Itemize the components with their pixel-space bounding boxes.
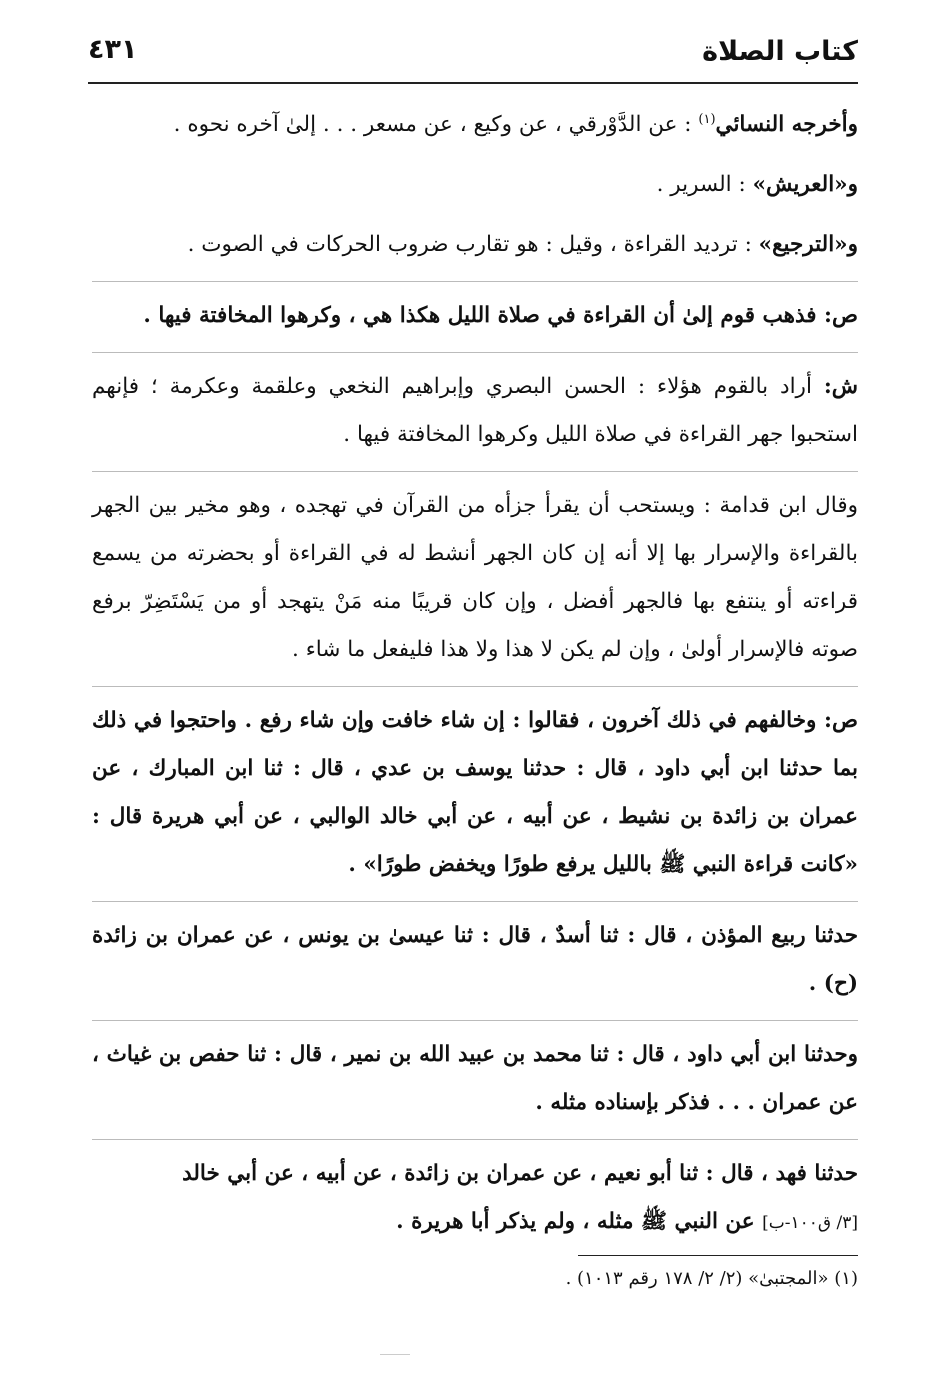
divider — [92, 686, 858, 687]
paragraph-hadith-2 — [92, 912, 858, 1008]
paragraph-lead: ش: — [823, 374, 858, 400]
paragraph-text: وقال ابن قدامة : ويستحب أن يقرأ جزأه من القرآن في تهجده ، وهو مخير بين الجهر بالقراءة والإسرار بها إلا أنه إن كان الجهر أنشط له في القراءة أو بحضرته من يسمع قراءته أو ينتفع بها فالجهر أفضل ، وإن كان قريبًا منه مَنْ يتهجد أو من يَسْتَضِرّ برفع صوته فالإسرار أولىٰ ، وإن لم يكن لا هذا ولا هذا فليفعل ما شاء . — [92, 493, 858, 663]
main-text — [92, 96, 858, 1259]
paragraph-lead: ص: فذهب قوم إلىٰ أن القراءة في صلاة الليل هكذا هي ، وكرهوا المخافتة فيها . — [143, 303, 858, 329]
paragraph-hadith-3 — [92, 1031, 858, 1127]
paragraph-lead: عن النبي ﷺ مثله ، ولم يذكر أبا هريرة . — [396, 1209, 763, 1235]
paragraph-hadith-4 — [92, 1150, 858, 1198]
footnote-rule — [578, 1255, 858, 1256]
paragraph-sad-1 — [92, 292, 858, 340]
paragraph-ibn-qudama — [92, 482, 858, 674]
paragraph-nasai — [92, 96, 858, 149]
paragraph-text: : السرير . — [656, 172, 753, 198]
divider — [92, 471, 858, 472]
divider — [92, 1020, 858, 1021]
paragraph-lead: وأخرجه النسائي — [715, 112, 858, 138]
divider — [92, 1139, 858, 1140]
divider — [92, 352, 858, 353]
page-header — [88, 34, 858, 76]
book-title: كتاب الصلاة — [702, 36, 858, 67]
page-number: ٤٣١ — [88, 34, 138, 65]
paragraph-sad-2 — [92, 697, 858, 889]
paragraph-lead: حدثنا ربيع المؤذن ، قال : ثنا أسدٌ ، قال : ثنا عيسىٰ بن يونس ، عن عمران بن زائدة (ح) . — [92, 923, 858, 997]
header-rule — [88, 82, 858, 84]
divider — [92, 901, 858, 902]
paragraph-lead: و«الترجيع» — [758, 232, 858, 258]
footnote-ref: (١) — [698, 112, 716, 127]
paragraph-tarji — [92, 221, 858, 269]
paragraph-text: : ترديد القراءة ، وقيل : هو تقارب ضروب الحركات في الصوت . — [187, 232, 759, 258]
paragraph-lead: و«العريش» — [752, 172, 858, 198]
paragraph-lead: حدثنا فهد ، قال : ثنا أبو نعيم ، عن عمران بن زائدة ، عن أبيه ، عن أبي خالد — [182, 1161, 858, 1187]
paragraph-hadith-4-cont — [92, 1198, 858, 1247]
paragraph-text: : عن الدَّوْرقي ، عن وكيع ، عن مسعر . . . إلىٰ آخره نحوه . — [173, 112, 699, 138]
paragraph-lead: ص: وخالفهم في ذلك آخرون ، فقالوا : إن شاء خافت وإن شاء رفع . واحتجوا في ذلك بما حدثنا ابن أبي داود ، قال : حدثنا يوسف بن عدي ، قال : ثنا ابن المبارك ، عن عمران بن زائدة بن نشيط ، عن أبيه ، عن أبي خالد الوالبي ، عن أبي هريرة قال : «كانت قراءة النبي ﷺ بالليل يرفع طورًا ويخفض طورًا» . — [92, 708, 858, 878]
divider — [92, 281, 858, 282]
manuscript-marker: [٣/ ق١٠٠-ب] — [762, 1213, 858, 1234]
footnote: (١) «المجتبىٰ» (٢/ ٢/ ١٧٨ رقم ١٠١٣) . — [565, 1268, 858, 1289]
paragraph-sharh-1 — [92, 363, 858, 459]
paragraph-arish — [92, 161, 858, 209]
bottom-mark — [380, 1354, 410, 1355]
paragraph-text: أراد بالقوم هؤلاء : الحسن البصري وإبراهيم النخعي وعلقمة وعكرمة ؛ فإنهم استحبوا جهر القراءة في صلاة الليل وكرهوا المخافتة فيها . — [92, 374, 858, 448]
paragraph-lead: وحدثنا ابن أبي داود ، قال : ثنا محمد بن عبيد الله بن نمير ، قال : ثنا حفص بن غياث ، عن عمران . . . فذكر بإسناده مثله . — [92, 1042, 858, 1116]
